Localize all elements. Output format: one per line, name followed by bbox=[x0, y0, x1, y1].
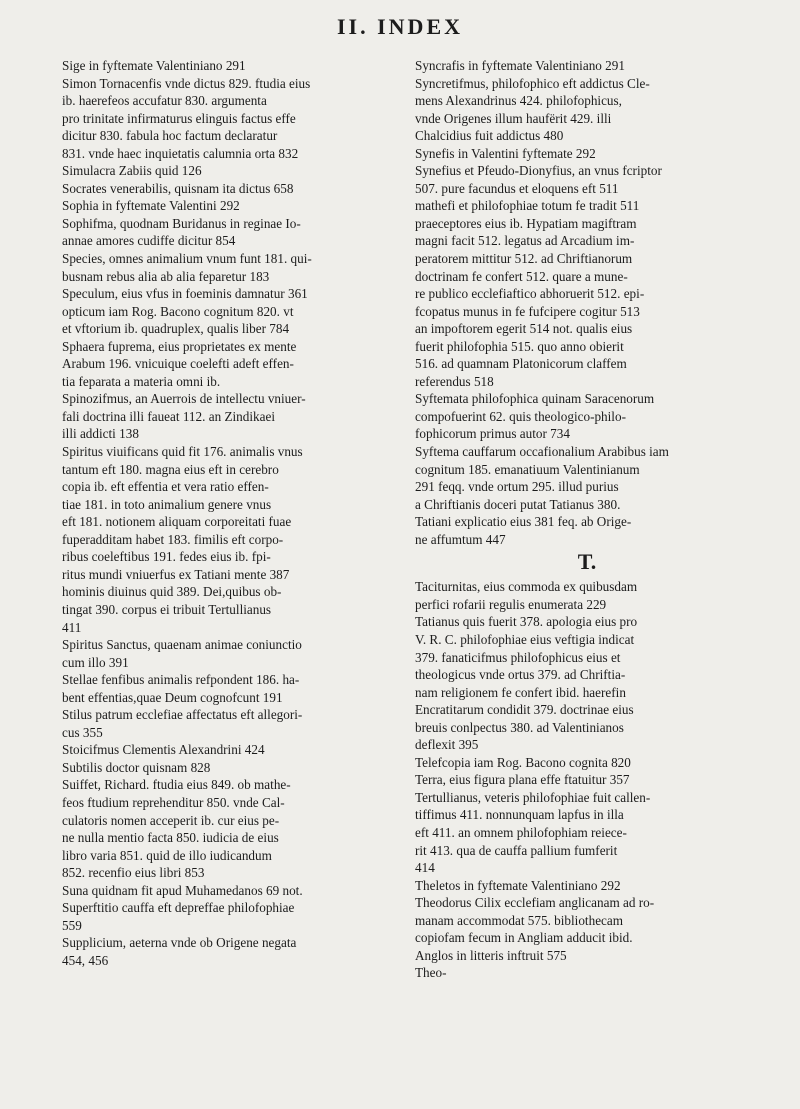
index-line: annae amores cudiffe dicitur 854 bbox=[62, 233, 236, 249]
index-line: Synefis in Valentini fyftemate 292 bbox=[415, 145, 596, 161]
index-line: Syncretifmus, philofophico eft addictus Cle- bbox=[415, 75, 650, 91]
index-line: Taciturnitas, eius commoda ex quibusdam bbox=[415, 579, 638, 595]
index-line: Sophia in fyftemate Valentini 292 bbox=[62, 198, 240, 214]
index-line: Tertullianus, veteris philofophiae fuit callen- bbox=[415, 789, 651, 805]
index-line: tia feparata a materia omni ib. bbox=[62, 373, 221, 389]
index-line: Socrates venerabilis, quisnam ita dictus 658 bbox=[62, 180, 294, 196]
index-line: Theodorus Cilix ecclefiam anglicanam ad ro- bbox=[415, 895, 655, 911]
index-line: Spiritus viuificans quid fit 176. animalis vnus bbox=[62, 444, 303, 460]
index-line: Syftemata philofophica quinam Saracenorum bbox=[415, 391, 655, 407]
index-line: deflexit 395 bbox=[415, 737, 479, 753]
index-line: pro trinitate infirmaturus elinguis factus effe bbox=[62, 110, 296, 126]
index-line: Chalcidius fuit addictus 480 bbox=[415, 128, 564, 144]
index-line: culatoris nomen acceperit ib. cur eius pe- bbox=[62, 812, 280, 828]
index-line: 507. pure facundus et eloquens eft 511 bbox=[415, 180, 619, 196]
section-letter-t: T. bbox=[577, 549, 597, 575]
index-line: copia ib. eft effentia et vera ratio effen- bbox=[62, 479, 269, 495]
index-line: Theo- bbox=[415, 965, 447, 981]
index-line: Theletos in fyftemate Valentiniano 292 bbox=[415, 877, 621, 893]
index-line: fuperadditam habet 183. fimilis eft corpo- bbox=[62, 531, 284, 547]
index-line: mathefi et philofophiae totum fe tradit 511 bbox=[415, 198, 640, 214]
index-line: tiffimus 411. nonnunquam lapfus in illa bbox=[415, 807, 624, 823]
index-line: ne nulla mentio facta 850. iudicia de eius bbox=[62, 830, 279, 846]
index-line: peratorem mittitur 512. ad Chriftianorum bbox=[415, 251, 633, 267]
index-line: Stoicifmus Clementis Alexandrini 424 bbox=[62, 742, 265, 758]
index-line: eft 181. notionem aliquam corporeitati fuae bbox=[62, 514, 292, 530]
index-line: Supplicium, aeterna vnde ob Origene negata bbox=[62, 935, 297, 951]
index-line: breuis conlpectus 380. ad Valentinianos bbox=[415, 719, 624, 735]
index-line: Sophifma, quodnam Buridanus in reginae Io- bbox=[62, 215, 301, 231]
index-line: Suiffet, Richard. ftudia eius 849. ob mathe- bbox=[62, 777, 291, 793]
index-line: theologicus vnde ortus 379. ad Chriftia- bbox=[415, 667, 626, 683]
index-line: cognitum 185. emanatiuum Valentinianum bbox=[415, 461, 640, 477]
index-line: Arabum 196. vnicuique coelefti adeft effen- bbox=[62, 356, 294, 372]
index-line: fali doctrina illi faueat 112. an Zindikaei bbox=[62, 408, 275, 424]
left-column bbox=[62, 57, 406, 969]
index-line: feos ftudium reprehenditur 850. vnde Cal- bbox=[62, 794, 285, 810]
index-line: libro varia 851. quid de illo iudicandum bbox=[62, 847, 272, 863]
index-line: cum illo 391 bbox=[62, 654, 129, 670]
right-entries-t bbox=[415, 578, 759, 982]
index-line: 559 bbox=[62, 917, 82, 933]
index-line: 852. recenfio eius libri 853 bbox=[62, 865, 205, 881]
index-line: a Chriftianis doceri putat Tatianus 380. bbox=[415, 496, 621, 512]
index-line: 454, 456 bbox=[62, 952, 109, 968]
index-line: Anglos in litteris inftruit 575 bbox=[415, 947, 567, 963]
index-line: Tatianus quis fuerit 378. apologia eius pro bbox=[415, 614, 638, 630]
right-entries-s bbox=[415, 57, 759, 548]
index-line: Syncrafis in fyftemate Valentiniano 291 bbox=[415, 58, 625, 73]
right-column bbox=[415, 57, 759, 982]
index-line: Subtilis doctor quisnam 828 bbox=[62, 759, 211, 775]
index-line: Spinozifmus, an Auerrois de intellectu vniuer- bbox=[62, 391, 306, 407]
index-line: fophicorum primus autor 734 bbox=[415, 426, 570, 442]
index-line: referendus 518 bbox=[415, 373, 494, 389]
index-line: Stellae fenfibus animalis refpondent 186. ha- bbox=[62, 672, 300, 688]
index-line: busnam rebus alia ab alia feparetur 183 bbox=[62, 268, 270, 284]
index-line: Sphaera fuprema, eius proprietates ex mente bbox=[62, 338, 297, 354]
index-line: copiofam fecum in Angliam adducit ibid. bbox=[415, 930, 633, 946]
index-line: Telefcopia iam Rog. Bacono cognita 820 bbox=[415, 754, 631, 770]
index-line: Syftema cauffarum occafionalium Arabibus iam bbox=[415, 444, 669, 460]
index-line: nam religionem fe confert ibid. haerefin bbox=[415, 684, 626, 700]
index-line: eft 411. an omnem philofophiam reiece- bbox=[415, 824, 627, 840]
index-line: Terra, eius figura plana effe ftatuitur 357 bbox=[415, 772, 630, 788]
index-line: Suna quidnam fit apud Muhamedanos 69 not. bbox=[62, 882, 303, 898]
index-line: Speculum, eius vfus in foeminis damnatur 361 bbox=[62, 286, 308, 302]
index-line: tingat 390. corpus ei tribuit Tertullianus bbox=[62, 601, 272, 617]
index-line: ribus coeleftibus 191. fedes eius ib. fpi- bbox=[62, 549, 271, 565]
page-header: II. INDEX bbox=[336, 14, 464, 39]
index-line: 414 bbox=[415, 860, 435, 876]
index-line: opticum iam Rog. Bacono cognitum 820. vt bbox=[62, 303, 294, 319]
index-line: Synefius et Pfeudo-Dionyfius, an vnus fcriptor bbox=[415, 163, 662, 179]
index-line: Simon Tornacenfis vnde dictus 829. ftudia eius bbox=[62, 75, 311, 91]
index-line: ritus mundi vniuerfus ex Tatiani mente 387 bbox=[62, 566, 290, 582]
index-line: compofuerint 62. quis theologico-philo- bbox=[415, 408, 626, 424]
index-line: 379. fanaticifmus philofophicus eius et bbox=[415, 649, 621, 665]
index-line: Spiritus Sanctus, quaenam animae coniunctio bbox=[62, 637, 302, 653]
index-line: re publico ecclefiaftico abhoruerit 512. epi- bbox=[415, 286, 645, 302]
index-line: Encratitarum condidit 379. doctrinae eius bbox=[415, 702, 634, 718]
index-line: Tatiani explicatio eius 381 feq. ab Orige- bbox=[415, 514, 632, 530]
index-line: hominis diuinus quid 389. Dei,quibus ob- bbox=[62, 584, 282, 600]
index-line: fuerit philofophia 515. quo anno obierit bbox=[415, 338, 624, 354]
index-line: 411 bbox=[62, 619, 82, 635]
index-line: tantum eft 180. magna eius eft in cerebro bbox=[62, 461, 279, 477]
index-line: dicitur 830. fabula hoc factum declaratur bbox=[62, 128, 278, 144]
index-line: doctrinam fe confert 512. quare a mune- bbox=[415, 268, 628, 284]
index-line: rit 413. qua de cauffa pallium fumferit bbox=[415, 842, 618, 858]
index-line: praeceptores eius ib. Hypatiam magiftram bbox=[415, 215, 637, 231]
index-line: illi addicti 138 bbox=[62, 426, 139, 442]
index-line: et vftorium ib. quadruplex, qualis liber 784 bbox=[62, 321, 290, 337]
index-line: Species, omnes animalium vnum funt 181. qui- bbox=[62, 251, 312, 267]
index-line: Stilus patrum ecclefiae affectatus eft allegori- bbox=[62, 707, 303, 723]
index-line: Superftitio cauffa eft depreffae philofophiae bbox=[62, 900, 295, 916]
index-line: cus 355 bbox=[62, 724, 103, 740]
index-line: ne affumtum 447 bbox=[415, 531, 506, 547]
index-line: manam accommodat 575. bibliothecam bbox=[415, 912, 624, 928]
index-line: an impoftorem egerit 514 not. qualis eius bbox=[415, 321, 633, 337]
index-line: tiae 181. in toto animalium genere vnus bbox=[62, 496, 272, 512]
index-line: 831. vnde haec inquietatis calumnia orta 832 bbox=[62, 145, 299, 161]
index-line: perfici rofarii regulis enumerata 229 bbox=[415, 596, 607, 612]
index-line: magni facit 512. legatus ad Arcadium im- bbox=[415, 233, 635, 249]
index-line: ib. haerefeos accufatur 830. argumenta bbox=[62, 93, 267, 109]
index-line: 516. ad quamnam Platonicorum claffem bbox=[415, 356, 627, 372]
index-line: Sige in fyftemate Valentiniano 291 bbox=[62, 58, 246, 73]
index-line: Simulacra Zabiis quid 126 bbox=[62, 163, 202, 179]
index-line: vnde Origenes illum haufërit 429. illi bbox=[415, 110, 612, 126]
index-line: V. R. C. philofophiae eius veftigia indicat bbox=[415, 631, 635, 647]
index-line: fcopatus munus in fe fufcipere cogitur 513 bbox=[415, 303, 640, 319]
index-line: bent effentias,quae Deum cognofcunt 191 bbox=[62, 689, 283, 705]
index-line: 291 feqq. vnde ortum 295. illud purius bbox=[415, 479, 619, 495]
index-line: mens Alexandrinus 424. philofophicus, bbox=[415, 93, 622, 109]
